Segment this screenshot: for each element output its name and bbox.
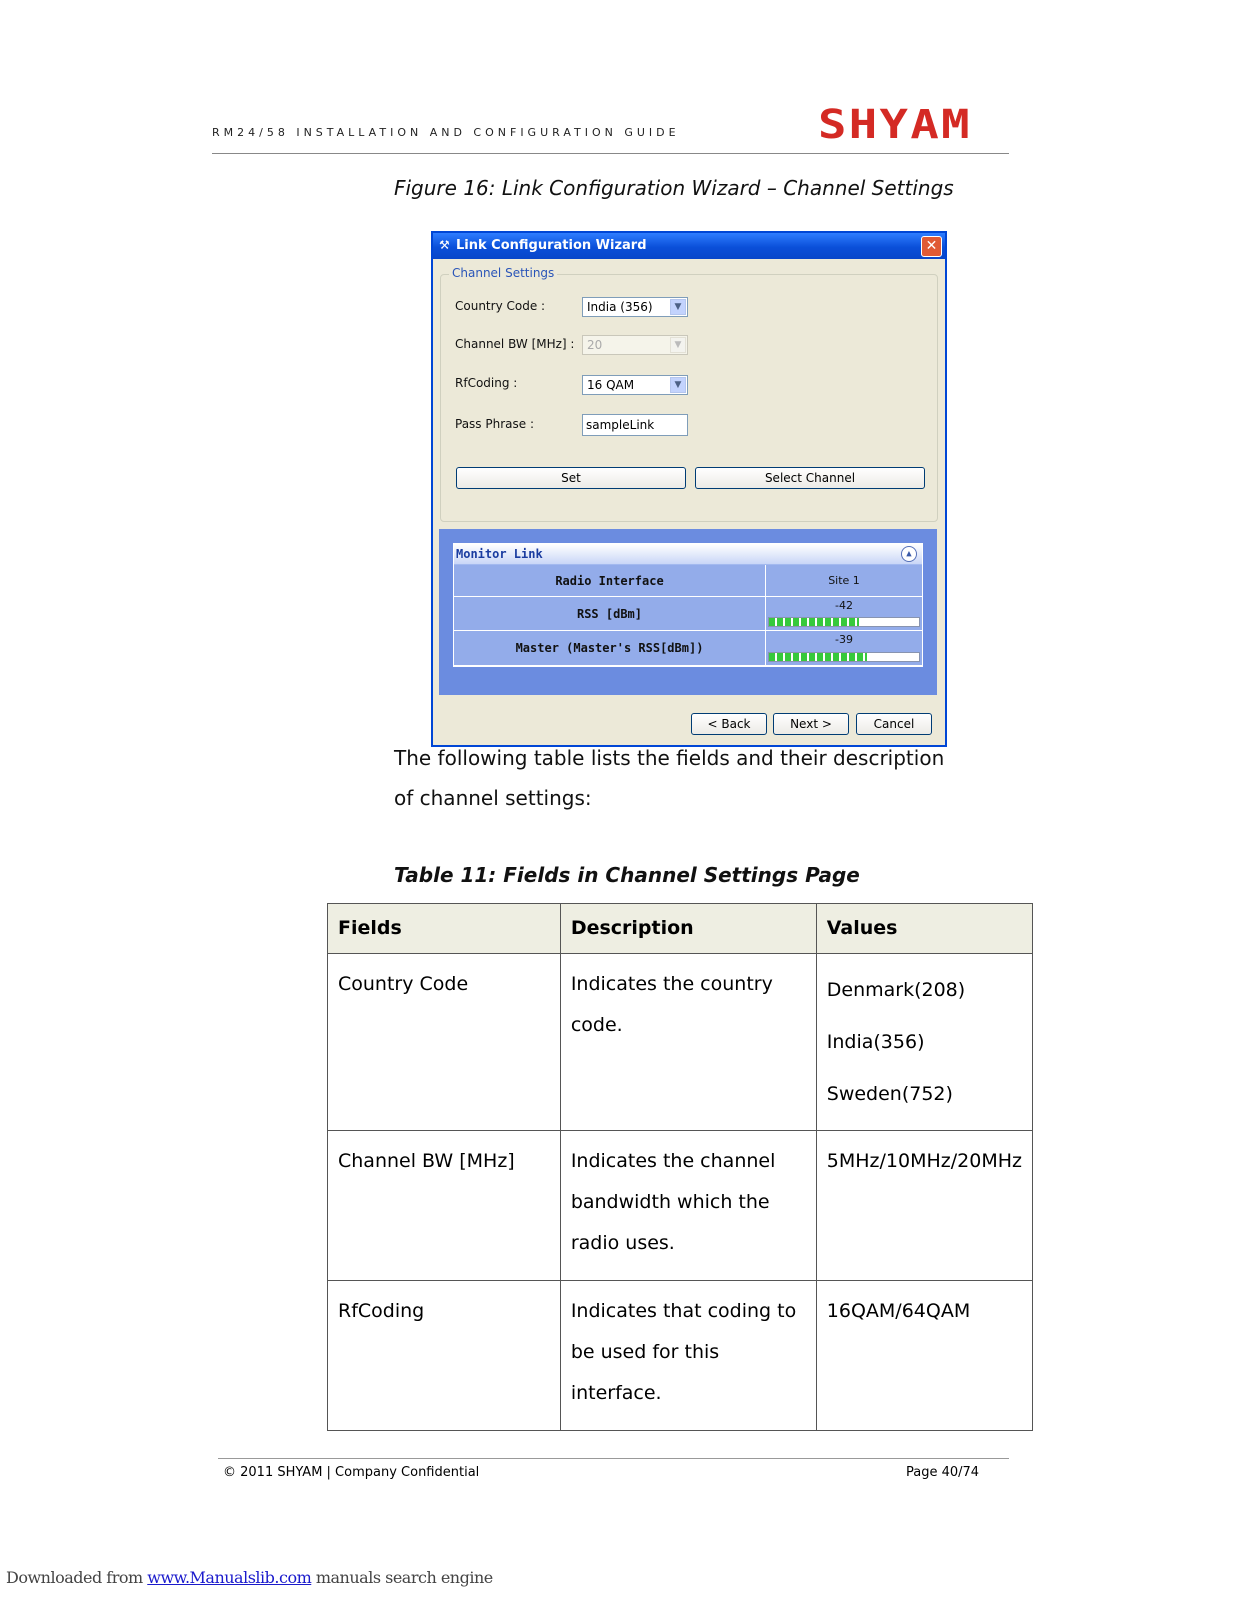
monitor-row-label: RSS [dBm] — [454, 597, 766, 631]
description-cell: Indicates the country code. — [560, 954, 816, 1131]
column-header: Fields — [328, 904, 561, 954]
monitor-row-label: Radio Interface — [454, 565, 766, 597]
monitor-row-value: Site 1 — [766, 565, 922, 597]
monitor-master-cell — [766, 631, 922, 666]
description-cell: Indicates the channel bandwidth which the radio uses. — [560, 1131, 816, 1281]
field-cell: RfCoding — [328, 1281, 561, 1431]
select-channel-button[interactable]: Select Channel — [695, 467, 925, 489]
figure-caption: Figure 16: Link Configuration Wizard – Channel Settings — [394, 176, 954, 200]
value-item: Sweden(752) — [826, 1083, 953, 1105]
country-code-select[interactable] — [582, 297, 688, 317]
wizard-app-icon: ⚒ — [439, 238, 450, 252]
cancel-button[interactable]: Cancel — [856, 713, 932, 735]
value-item: Denmark(208) — [826, 979, 966, 1001]
column-header: Values — [816, 904, 1032, 954]
rfcoding-value: 16 QAM — [587, 378, 635, 392]
shyam-logo: SHYAM — [818, 102, 972, 148]
channel-bw-value: 20 — [587, 338, 603, 352]
wizard-title: Link Configuration Wizard — [456, 238, 647, 253]
table-caption: Table 11: Fields in Channel Settings Page — [394, 863, 860, 887]
rfcoding-label: RfCoding : — [455, 376, 518, 390]
value-item: India(356) — [826, 1031, 925, 1053]
monitor-link-area — [439, 529, 937, 695]
channel-bw-label: Channel BW [MHz] : — [455, 337, 575, 351]
page-number: Page 40/74 — [906, 1465, 980, 1480]
download-suffix: manuals search engine — [311, 1568, 493, 1587]
close-icon[interactable]: ✕ — [921, 236, 942, 257]
channel-settings-group — [440, 266, 938, 522]
back-button[interactable]: < Back — [691, 713, 767, 735]
rss-progress-fill — [769, 618, 859, 626]
master-rss-progress-fill — [769, 653, 867, 661]
table-row — [328, 1131, 1033, 1281]
wizard-titlebar — [433, 233, 945, 259]
monitor-master-value: -39 — [835, 633, 853, 646]
values-cell: 16QAM/64QAM — [816, 1281, 1032, 1431]
field-cell: Country Code — [328, 954, 561, 1131]
table-row — [328, 954, 1033, 1131]
channel-settings-legend: Channel Settings — [449, 266, 557, 280]
rfcoding-select[interactable] — [582, 375, 688, 395]
monitor-link-header — [454, 544, 922, 564]
download-notice — [6, 1568, 493, 1587]
collapse-icon[interactable]: ▲ — [901, 546, 917, 562]
country-code-value: India (356) — [587, 300, 653, 314]
body-paragraph: The following table lists the fields and their description of channel settings: — [394, 746, 945, 810]
manualslib-link[interactable]: www.Manualslib.com — [147, 1568, 312, 1587]
channel-bw-select — [582, 335, 688, 355]
footer-divider — [218, 1458, 1009, 1459]
master-rss-progress-bar — [768, 652, 920, 662]
download-prefix: Downloaded from — [6, 1568, 148, 1587]
table-row — [328, 1281, 1033, 1431]
fields-table — [327, 903, 1033, 1431]
monitor-row-label: Master (Master's RSS[dBm]) — [454, 631, 766, 666]
chevron-down-icon[interactable]: ▼ — [670, 299, 686, 315]
link-configuration-wizard-window — [431, 231, 947, 747]
header-divider — [212, 153, 1009, 154]
monitor-link-panel — [453, 543, 923, 667]
next-button[interactable]: Next > — [773, 713, 849, 735]
document-header-title: RM24/58 INSTALLATION AND CONFIGURATION GUIDE — [212, 126, 680, 139]
values-cell — [816, 954, 1032, 1131]
chevron-down-icon[interactable]: ▼ — [670, 377, 686, 393]
chevron-down-icon: ▼ — [670, 337, 686, 353]
column-header: Description — [560, 904, 816, 954]
values-cell: 5MHz/10MHz/20MHz — [816, 1131, 1032, 1281]
footer-copyright: © 2011 SHYAM | Company Confidential — [223, 1465, 480, 1480]
country-code-label: Country Code : — [455, 299, 546, 313]
set-button[interactable]: Set — [456, 467, 686, 489]
field-cell: Channel BW [MHz] — [328, 1131, 561, 1281]
pass-phrase-input[interactable]: sampleLink — [582, 414, 688, 436]
rss-progress-bar — [768, 617, 920, 627]
monitor-rss-value: -42 — [835, 599, 853, 612]
table-header-row — [328, 904, 1033, 954]
monitor-link-title: Monitor Link — [456, 547, 543, 561]
description-cell: Indicates that coding to be used for this interface. — [560, 1281, 816, 1431]
pass-phrase-label: Pass Phrase : — [455, 417, 534, 431]
monitor-rss-cell — [766, 597, 922, 631]
